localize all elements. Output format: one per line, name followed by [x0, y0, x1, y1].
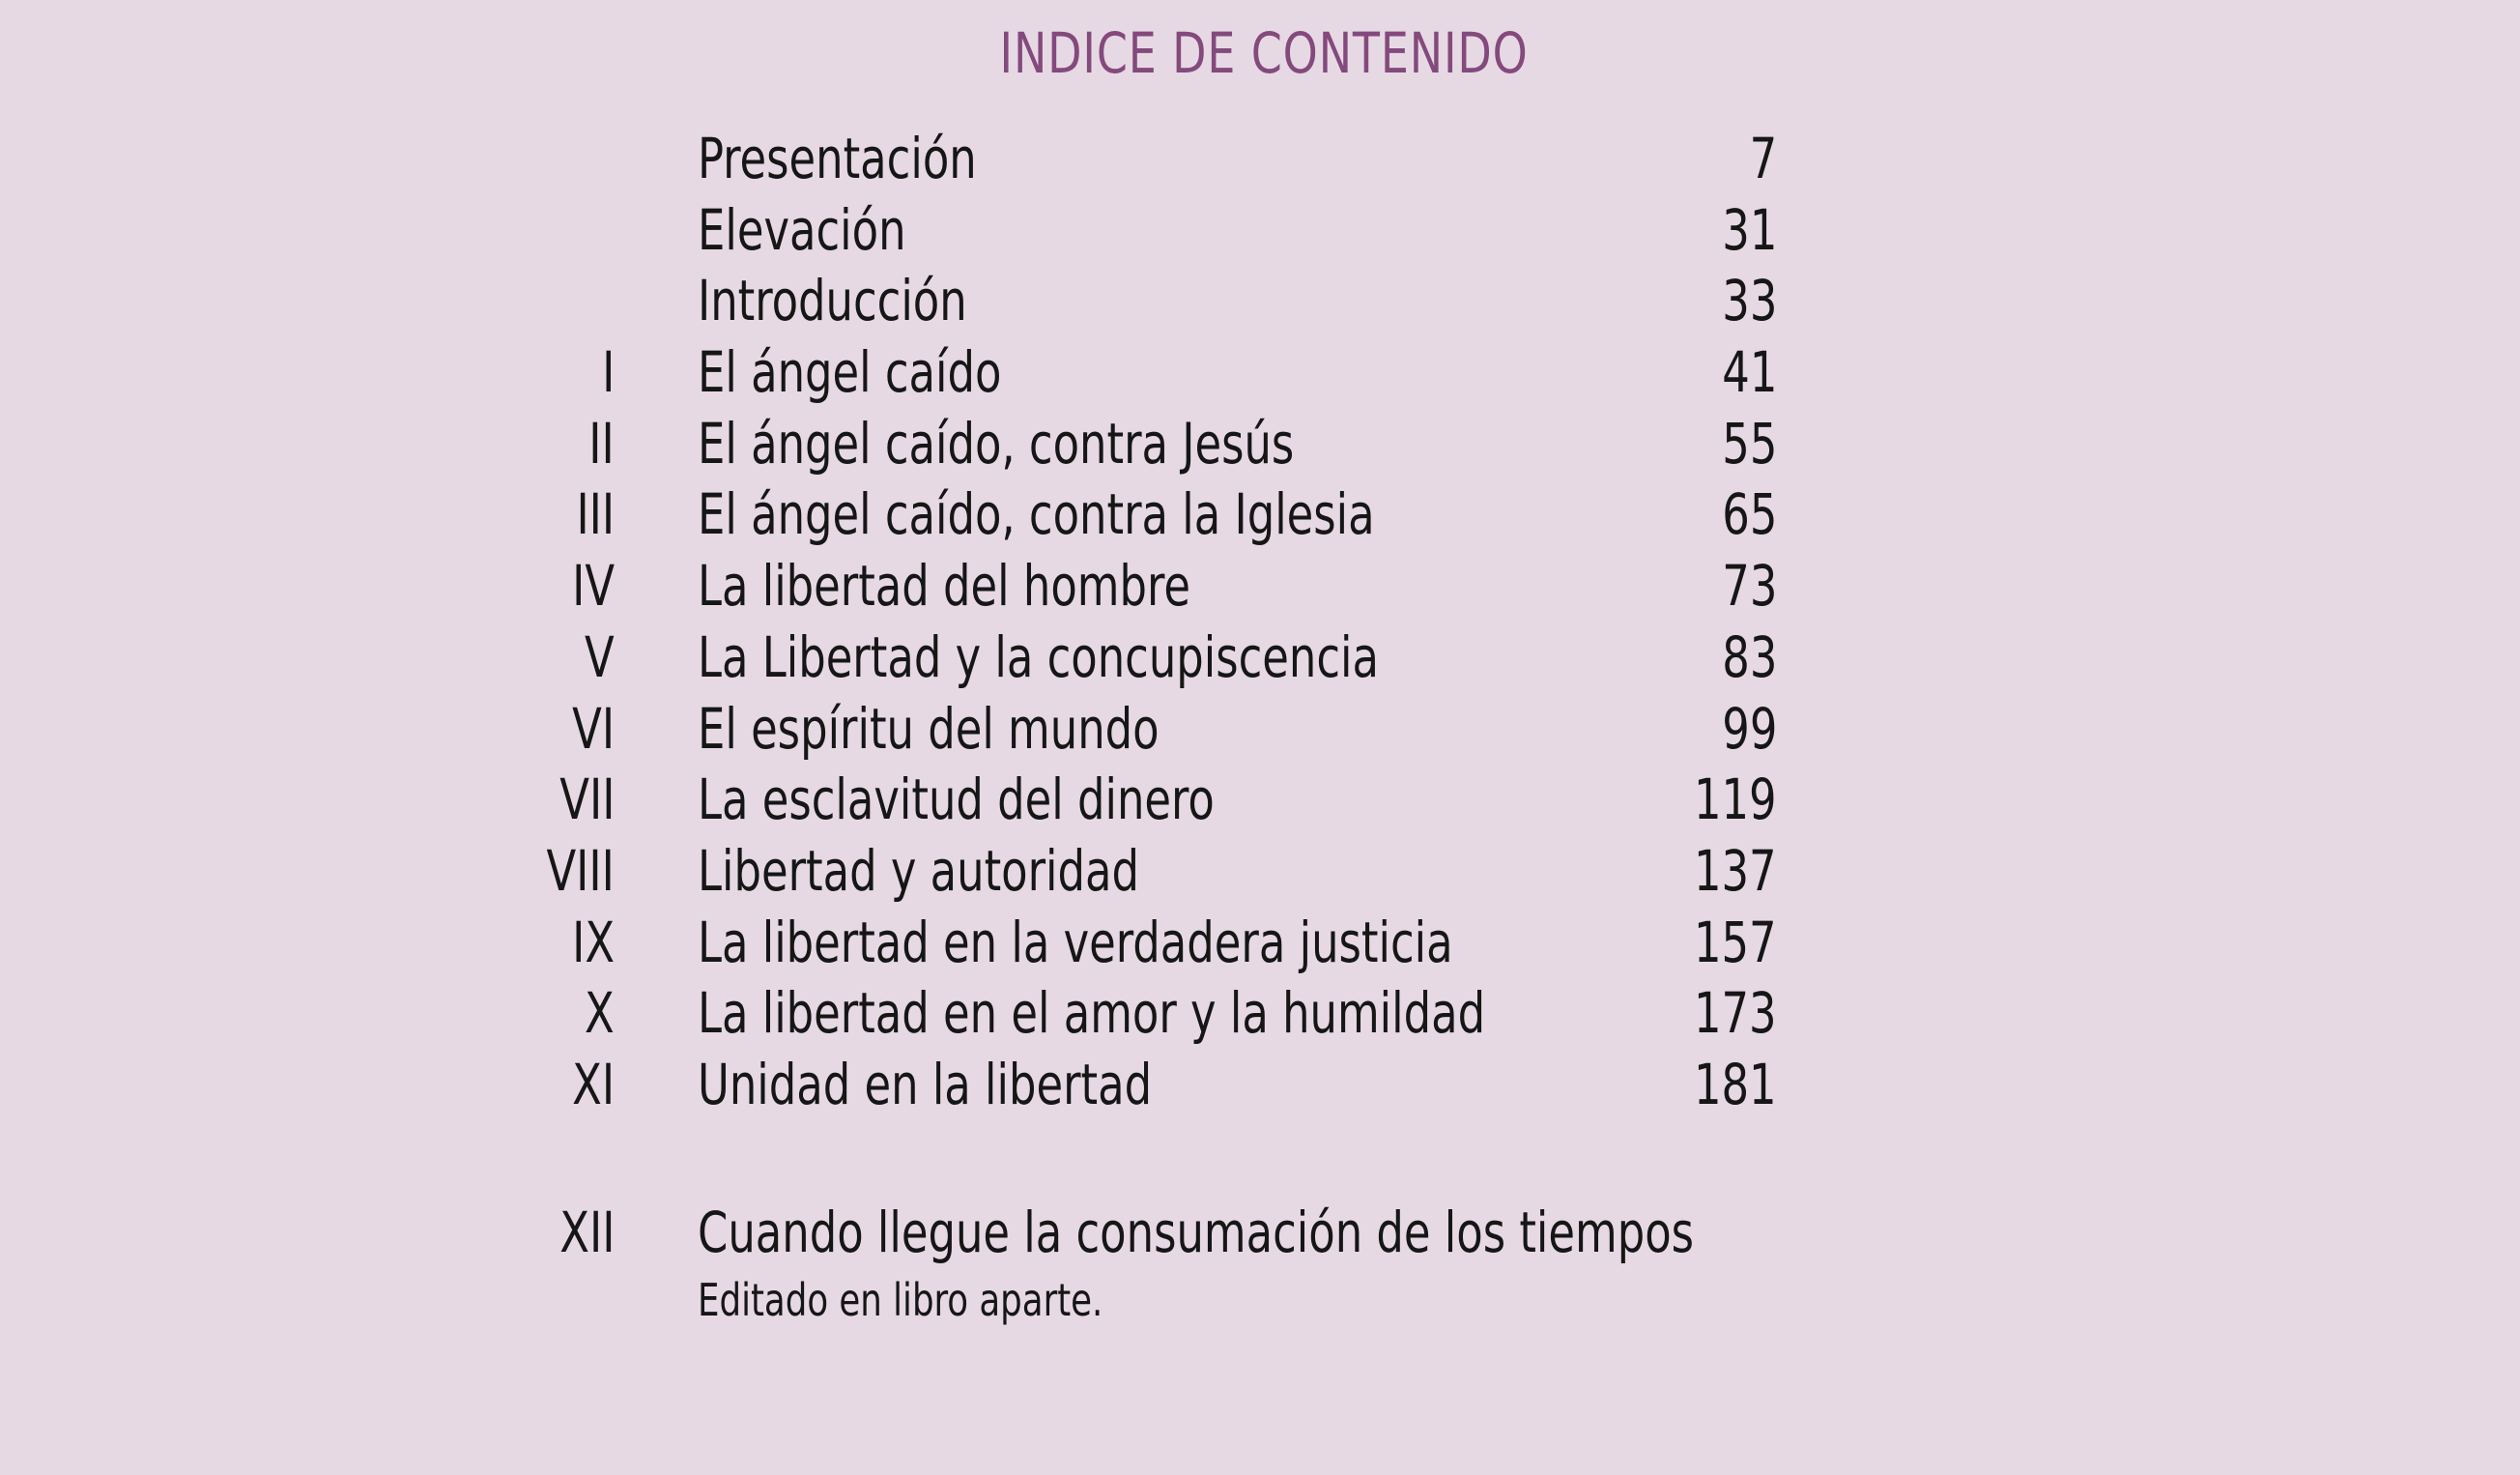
toc-row — [0, 409, 2520, 480]
page-number: 157 — [1694, 909, 1777, 975]
chapter-number: III — [576, 481, 615, 548]
chapter-title: Unidad en la libertad — [698, 1051, 1153, 1117]
chapter-number: XII — [558, 1200, 615, 1265]
edition-note: Editado en libro aparte. — [698, 1274, 1103, 1326]
chapter-title: Elevación — [698, 196, 906, 263]
chapter-number: VII — [558, 766, 615, 833]
toc-row — [0, 124, 2520, 195]
chapter-title: La libertad del hombre — [698, 553, 1190, 620]
chapter-number: VIII — [546, 837, 615, 904]
chapter-title: Libertad y autoridad — [698, 837, 1140, 904]
chapter-number: XI — [572, 1051, 615, 1117]
page-number: 83 — [1721, 623, 1777, 690]
page-number: 99 — [1721, 695, 1777, 762]
toc-row — [0, 551, 2520, 622]
chapter-title: El espíritu del mundo — [698, 695, 1160, 762]
page-number: 137 — [1694, 837, 1777, 904]
toc-row — [0, 622, 2520, 694]
final-chapter — [0, 1194, 2520, 1271]
page-number: 41 — [1721, 339, 1777, 406]
chapter-number: IV — [572, 553, 615, 620]
chapter-number: V — [585, 623, 615, 690]
toc-row — [0, 978, 2520, 1050]
chapter-number: VI — [572, 695, 615, 762]
toc-row — [0, 1194, 2520, 1271]
page-number: 181 — [1694, 1051, 1777, 1117]
toc-row — [0, 337, 2520, 409]
chapter-title: El ángel caído, contra Jesús — [698, 410, 1295, 477]
chapter-number: II — [588, 410, 615, 477]
page-number: 73 — [1721, 553, 1777, 620]
table-of-contents — [0, 124, 2520, 1121]
chapter-number: X — [585, 980, 615, 1047]
page-number: 173 — [1694, 980, 1777, 1047]
chapter-number: IX — [572, 909, 615, 975]
page-number: 7 — [1749, 126, 1777, 191]
toc-row — [0, 836, 2520, 908]
chapter-title: La libertad en la verdadera justicia — [698, 909, 1453, 975]
page-number: 33 — [1721, 268, 1777, 334]
toc-row — [0, 195, 2520, 267]
page-number: 65 — [1721, 481, 1777, 548]
toc-row — [0, 694, 2520, 766]
chapter-title: La libertad en el amor y la humildad — [698, 980, 1486, 1047]
chapter-title: El ángel caído, contra la Iglesia — [698, 481, 1375, 548]
chapter-title: La esclavitud del dinero — [698, 766, 1215, 833]
chapter-title: Cuando llegue la consumación de los tiempos — [698, 1200, 1695, 1265]
chapter-number: I — [601, 339, 615, 406]
page-number: 31 — [1721, 196, 1777, 263]
page-number: 55 — [1721, 410, 1777, 477]
chapter-title: El ángel caído — [698, 339, 1002, 406]
page-title: INDICE DE CONTENIDO — [999, 20, 1529, 86]
chapter-title: Presentación — [698, 126, 977, 191]
toc-row — [0, 765, 2520, 836]
chapter-title: La Libertad y la concupiscencia — [698, 623, 1379, 690]
toc-row — [0, 479, 2520, 551]
chapter-title: Introducción — [698, 268, 967, 334]
toc-row — [0, 1050, 2520, 1121]
toc-row — [0, 266, 2520, 337]
toc-row — [0, 908, 2520, 979]
page-number: 119 — [1694, 766, 1777, 833]
